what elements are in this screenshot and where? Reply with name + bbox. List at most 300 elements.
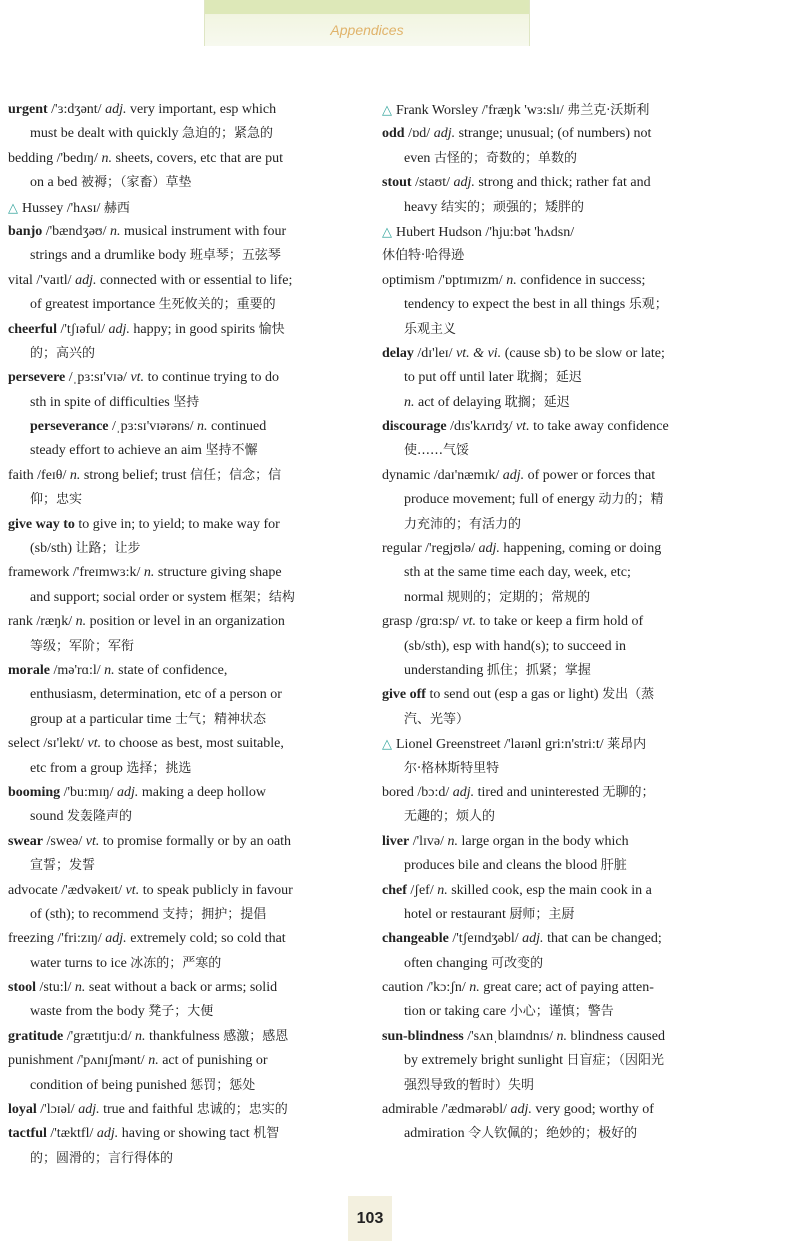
glossary-line: [382, 757, 738, 781]
chinese-gloss: 发出（蒸: [602, 687, 655, 703]
chinese-gloss: 等级；军阶；军衔: [30, 638, 135, 654]
headword: chef: [382, 882, 407, 898]
entry-text: happening, coming or doing: [499, 541, 662, 557]
glossary-line: [382, 1025, 738, 1049]
chinese-gloss: 让路；让步: [75, 541, 141, 557]
chinese-gloss: 无趣的；烦人的: [404, 809, 496, 825]
glossary-line: [8, 732, 364, 756]
entry-text: /ˌpɜ:sɪ'vɪə/: [65, 370, 131, 386]
entry-text: condition of being punished: [30, 1077, 191, 1093]
glossary-line: [8, 683, 364, 707]
name-marker-triangle-icon: △: [382, 223, 392, 239]
part-of-speech: n.: [437, 882, 448, 898]
headword: discourage: [382, 419, 447, 435]
glossary-line: [382, 805, 738, 829]
headword: odd: [382, 126, 405, 142]
part-of-speech: adj.: [96, 1126, 119, 1142]
entry-text: /'lɪvə/: [409, 833, 448, 849]
part-of-speech: n.: [69, 467, 81, 483]
glossary-line: [8, 513, 364, 537]
chinese-gloss: 尔·格林斯特里特: [404, 760, 500, 776]
glossary-line: [8, 366, 364, 390]
glossary-line: [382, 1122, 738, 1146]
entry-text: by extremely bright sunlight: [404, 1053, 567, 1069]
glossary-line: [382, 415, 738, 439]
chinese-gloss: 坚持: [173, 394, 200, 410]
glossary-line: [382, 220, 738, 244]
entry-text: enthusiasm, determination, etc of a person or: [30, 687, 282, 703]
headword: morale: [8, 662, 50, 678]
glossary-line: [8, 757, 364, 781]
entry-text: extremely cold; so cold that: [126, 931, 286, 947]
entry-text: strings and a drumlike body: [30, 248, 190, 264]
glossary-line: [382, 537, 738, 561]
part-of-speech: adj.: [108, 321, 130, 337]
chinese-gloss: 的；圆滑的；言行得体的: [30, 1150, 174, 1166]
entry-text: position or level in an organization: [86, 614, 285, 630]
entry-text: strong and thick; rather fat and: [474, 175, 651, 191]
glossary-line: [8, 171, 364, 195]
part-of-speech: n.: [447, 833, 459, 849]
entry-text: produce movement; full of energy: [404, 492, 599, 508]
entry-text: strange; unusual; (of numbers) not: [455, 126, 652, 142]
chinese-gloss: 休伯特·哈得逊: [382, 248, 465, 264]
chinese-gloss: 动力的；精: [598, 492, 664, 508]
entry-text: advocate /'ædvəkeɪt/: [8, 882, 126, 898]
entry-text: /'sʌnˌblaɪndnɪs/: [463, 1028, 557, 1044]
glossary-line: [8, 952, 364, 976]
entry-text: that can be changed;: [543, 931, 662, 947]
entry-text: tired and uninterested: [474, 784, 603, 800]
glossary-line: [8, 830, 364, 854]
entry-text: produces bile and cleans the blood: [404, 858, 601, 874]
headword: stout: [382, 175, 412, 191]
glossary-line: [382, 708, 738, 732]
glossary-line: [8, 586, 364, 610]
part-of-speech: n.: [134, 1028, 146, 1044]
glossary-line: [382, 439, 738, 463]
glossary-line: [382, 1098, 738, 1122]
glossary-line: [8, 610, 364, 634]
section-title: Appendices: [330, 22, 404, 38]
entry-text: of (sth); to recommend: [30, 906, 163, 922]
chinese-gloss: 框架；结构: [229, 589, 295, 605]
glossary-line: [8, 537, 364, 561]
entry-text: caution /'kɔ:ʃn/: [382, 980, 470, 996]
glossary-line: [8, 293, 364, 317]
entry-text: optimism /'ɒptɪmɪzm/: [382, 272, 507, 288]
part-of-speech: adj.: [452, 784, 475, 800]
entry-text: framework /'freɪmwɜ:k/: [8, 565, 144, 581]
chinese-gloss: 汽、光等）: [404, 711, 470, 727]
part-of-speech: adj.: [453, 175, 475, 191]
entry-text: /ˌpɜ:sɪ'vɪərəns/: [108, 419, 198, 435]
glossary-line: [8, 1098, 364, 1122]
headword: booming: [8, 784, 61, 800]
entry-text: to continue trying to do: [144, 370, 279, 386]
part-of-speech: n.: [197, 419, 208, 435]
chinese-gloss: 可改变的: [491, 955, 544, 971]
entry-text: select /sɪ'lekt/: [8, 736, 88, 752]
glossary-line: [8, 488, 364, 512]
glossary-line: [8, 903, 364, 927]
entry-text: thankfulness: [145, 1028, 224, 1044]
entry-text: to promise formally or by an oath: [99, 833, 292, 849]
glossary-line: [8, 415, 364, 439]
entry-text: to take away confidence: [529, 419, 669, 435]
entry-text: /dɪ'leɪ/: [413, 345, 457, 361]
glossary-line: [8, 122, 364, 146]
glossary-line: [8, 561, 364, 585]
headword: loyal: [8, 1102, 37, 1118]
chinese-gloss: 无聊的；: [602, 784, 655, 800]
entry-text: to take or keep a firm hold of: [476, 614, 644, 630]
chinese-gloss: 冰冻的；严寒的: [130, 955, 222, 971]
entry-text: to send out (esp a gas or light): [425, 687, 603, 703]
chinese-gloss: 班卓琴；五弦琴: [189, 248, 281, 264]
glossary-line: [382, 830, 738, 854]
entry-text: /'lɔɪəl/: [36, 1102, 79, 1118]
chinese-gloss: 规则的；定期的；常规的: [447, 589, 591, 605]
part-of-speech: adj.: [502, 467, 525, 483]
part-of-speech: n.: [143, 565, 155, 581]
glossary-line: [382, 635, 738, 659]
glossary-line: [382, 683, 738, 707]
part-of-speech: adj.: [75, 272, 97, 288]
entry-text: admirable /'ædmərəbl/: [382, 1102, 511, 1118]
chinese-gloss: 厨师；主厨: [509, 906, 575, 922]
chinese-gloss: 令人钦佩的；绝妙的；极好的: [468, 1126, 638, 1142]
entry-text: tendency to expect the best in all things: [404, 297, 629, 313]
chinese-gloss: 乐观；: [628, 297, 668, 313]
part-of-speech: n.: [404, 394, 415, 410]
part-of-speech: adj.: [478, 541, 500, 557]
glossary-line: [382, 318, 738, 342]
entry-text: making a deep hollow: [138, 784, 266, 800]
glossary-line: [8, 854, 364, 878]
name-marker-triangle-icon: △: [8, 199, 18, 215]
glossary-line: [8, 98, 364, 122]
entry-text: /sweə/: [43, 833, 86, 849]
entry-text: (sb/sth), esp with hand(s); to succeed in: [404, 638, 627, 654]
name-marker-triangle-icon: △: [382, 736, 392, 752]
glossary-line: [382, 879, 738, 903]
chinese-gloss: 急迫的；紧急的: [182, 126, 274, 142]
glossary-line: [8, 220, 364, 244]
entry-text: /'grætɪtju:d/: [63, 1028, 135, 1044]
glossary-line: [382, 488, 738, 512]
chinese-gloss: 赫西: [103, 200, 130, 216]
glossary-line: [382, 513, 738, 537]
chinese-gloss: 弗兰克·沃斯利: [567, 103, 650, 118]
part-of-speech: n.: [556, 1028, 567, 1044]
glossary-line: [382, 147, 738, 171]
part-of-speech: adj.: [117, 784, 139, 800]
glossary-line: [382, 586, 738, 610]
entry-text: true and faithful: [99, 1102, 197, 1118]
entry-text: to put off until later: [404, 370, 517, 386]
chinese-gloss: 日盲症；（因阳光: [566, 1053, 665, 1069]
glossary-line: [382, 1000, 738, 1024]
part-of-speech: vt.: [515, 419, 530, 435]
entry-text: very good; worthy of: [531, 1102, 654, 1118]
glossary-line: [8, 439, 364, 463]
entry-text: /'bændʒəʊ/: [42, 223, 110, 239]
entry-text: and support; social order or system: [30, 589, 230, 605]
chinese-gloss: 信任；信念；信: [190, 467, 282, 483]
entry-text: to choose as best, most suitable,: [101, 736, 284, 752]
glossary-line: [382, 952, 738, 976]
chinese-gloss: 莱昂内: [607, 737, 647, 753]
part-of-speech: n.: [104, 662, 115, 678]
entry-text: /'bu:mɪŋ/: [60, 784, 118, 800]
entry-text: sound: [30, 809, 67, 825]
glossary-line: [8, 1000, 364, 1024]
headword: give way to: [8, 516, 75, 532]
glossary-line: [382, 98, 738, 122]
part-of-speech: adj.: [522, 931, 544, 947]
glossary-line: [382, 122, 738, 146]
glossary-line: [8, 1049, 364, 1073]
glossary-line: [382, 391, 738, 415]
entry-text: waste from the body: [30, 1004, 149, 1020]
part-of-speech: vt.: [462, 614, 477, 630]
headword: liver: [382, 833, 410, 849]
chinese-gloss: 士气；精神状态: [175, 711, 267, 727]
glossary-line: [8, 708, 364, 732]
glossary-line: [8, 391, 364, 415]
entry-text: very important, esp which: [126, 102, 277, 117]
entry-text: on a bed: [30, 175, 81, 191]
chinese-gloss: 肝脏: [600, 858, 627, 874]
entry-text: rank /ræŋk/: [8, 614, 76, 630]
page-number: 103: [356, 1210, 384, 1227]
entry-text: connected with or essential to life;: [96, 272, 293, 288]
part-of-speech: adj.: [105, 931, 127, 947]
chinese-gloss: 忠诚的；忠实的: [196, 1102, 288, 1118]
entry-text: /'ɜ:dʒənt/: [47, 102, 106, 117]
headword: changeable: [382, 931, 449, 947]
chinese-gloss: 感激；感恩: [223, 1028, 289, 1044]
entry-text: /ʃef/: [406, 882, 438, 898]
part-of-speech: adj.: [433, 126, 456, 142]
entry-text: /mə'rɑ:l/: [49, 662, 105, 678]
chinese-gloss: 坚持不懈: [205, 443, 258, 459]
chinese-gloss: 愉快: [258, 321, 285, 337]
part-of-speech: n.: [469, 980, 480, 996]
part-of-speech: n.: [110, 223, 121, 239]
entry-text: to give in; to yield; to make way for: [74, 516, 280, 532]
entry-text: tion or taking care: [404, 1004, 510, 1020]
glossary-line: [382, 732, 738, 756]
headword: cheerful: [8, 321, 57, 337]
glossary-line: [8, 805, 364, 829]
entry-text: heavy: [404, 199, 441, 215]
part-of-speech: vt.: [85, 833, 100, 849]
chinese-gloss: 结实的；顽强的；矮胖的: [440, 199, 584, 215]
part-of-speech: n.: [75, 614, 87, 630]
entry-text: water turns to ice: [30, 955, 131, 971]
headword: persevere: [8, 370, 66, 386]
chinese-gloss: 的；高兴的: [30, 345, 96, 361]
chinese-gloss: 古怪的；奇数的；单数的: [433, 150, 577, 166]
part-of-speech: adj.: [78, 1102, 100, 1118]
entry-text: happy; in good spirits: [129, 321, 259, 337]
chinese-gloss: 机智: [253, 1126, 280, 1142]
chinese-gloss: 乐观主义: [404, 321, 457, 337]
chinese-gloss: 被褥；（家畜）草垫: [80, 175, 192, 191]
glossary-line: [382, 293, 738, 317]
glossary-line: [382, 464, 738, 488]
entry-text: act of punishing or: [158, 1053, 268, 1069]
glossary-line: [8, 342, 364, 366]
entry-text: /'tæktfl/: [46, 1126, 97, 1142]
glossary-line: [8, 464, 364, 488]
glossary-line: [8, 781, 364, 805]
entry-text: hotel or restaurant: [404, 906, 510, 922]
entry-text: to speak publicly in favour: [139, 882, 293, 898]
entry-text: steady effort to achieve an aim: [30, 443, 206, 459]
entry-text: musical instrument with four: [120, 223, 287, 239]
part-of-speech: vt.: [130, 370, 145, 386]
entry-text: structure giving shape: [154, 565, 282, 581]
headword: gratitude: [8, 1028, 64, 1044]
glossary-line: [382, 927, 738, 951]
chinese-gloss: 生死攸关的；重要的: [158, 297, 276, 313]
glossary-line: [382, 366, 738, 390]
chinese-gloss: 支持；拥护；提倡: [162, 906, 267, 922]
entry-text: sth in spite of difficulties: [30, 394, 174, 410]
entry-text: etc from a group: [30, 760, 127, 776]
entry-text: even: [404, 150, 434, 166]
chinese-gloss: 小心；谨慎；警告: [509, 1004, 614, 1020]
entry-text: state of confidence,: [114, 662, 228, 678]
entry-text: great care; act of paying atten-: [479, 980, 654, 996]
glossary-line: [382, 1049, 738, 1073]
entry-text: sheets, covers, etc that are put: [111, 150, 283, 166]
entry-text: confidence in success;: [516, 272, 646, 288]
glossary-line: [8, 879, 364, 903]
entry-text: continued: [207, 419, 267, 435]
part-of-speech: vt.: [87, 736, 102, 752]
glossary-line: [8, 1122, 364, 1146]
glossary-line: [8, 318, 364, 342]
entry-text: dynamic /daɪ'næmɪk/: [382, 467, 503, 483]
chinese-gloss: 抓住；抓紧；掌握: [486, 662, 591, 678]
glossary-line: [382, 610, 738, 634]
entry-text: (sb/sth): [30, 541, 76, 557]
part-of-speech: vt.: [125, 882, 140, 898]
entry-text: bored /bɔ:d/: [382, 784, 453, 800]
glossary-line: [8, 1025, 364, 1049]
headword: perseverance: [30, 419, 109, 435]
glossary-column-right: [382, 98, 738, 1147]
chinese-gloss: 发轰隆声的: [66, 809, 132, 825]
entry-text: seat without a back or arms; solid: [85, 980, 278, 996]
entry-text: Lionel Greenstreet /'laɪənl gri:n'stri:t/: [396, 737, 608, 753]
part-of-speech: n.: [506, 272, 517, 288]
glossary-line: [8, 269, 364, 293]
glossary-line: [382, 561, 738, 585]
entry-text: understanding: [404, 662, 487, 678]
chinese-gloss: 使……气馁: [404, 443, 470, 459]
entry-text: /stu:l/: [36, 980, 75, 996]
part-of-speech: n.: [74, 980, 86, 996]
glossary-line: [8, 659, 364, 683]
entry-text: punishment /'pʌnɪʃmənt/: [8, 1053, 149, 1069]
header-stripe: [205, 0, 529, 14]
entry-text: sth at the same time each day, week, etc;: [404, 565, 631, 581]
glossary-column-left: [8, 98, 364, 1171]
glossary-line: [8, 635, 364, 659]
entry-text: strong belief; trust: [80, 467, 191, 483]
glossary-line: [382, 342, 738, 366]
headword: tactful: [8, 1126, 47, 1142]
entry-text: often changing: [404, 955, 492, 971]
part-of-speech: n.: [148, 1053, 159, 1069]
glossary-line: [8, 1147, 364, 1171]
entry-text: /'tʃeɪndʒəbl/: [448, 931, 523, 947]
glossary-line: [8, 927, 364, 951]
glossary-line: [382, 244, 738, 268]
entry-text: /ɒd/: [404, 126, 434, 142]
glossary-line: [8, 1074, 364, 1098]
entry-text: grasp /grɑ:sp/: [382, 614, 463, 630]
headword: stool: [8, 980, 36, 996]
chinese-gloss: 惩罚；惩处: [190, 1077, 256, 1093]
chinese-gloss: 选择；挑选: [126, 760, 192, 776]
glossary-line: [382, 196, 738, 220]
entry-text: group at a particular time: [30, 711, 175, 727]
glossary-line: [8, 147, 364, 171]
glossary-line: [382, 781, 738, 805]
glossary-line: [382, 171, 738, 195]
headword: banjo: [8, 223, 43, 239]
name-marker-triangle-icon: △: [382, 102, 392, 117]
entry-text: blindness caused: [566, 1028, 665, 1044]
headword: swear: [8, 833, 43, 849]
part-of-speech: vt. & vi.: [456, 345, 502, 361]
entry-text: Frank Worsley /'fræŋk 'wɜ:slɪ/: [396, 103, 568, 118]
chinese-gloss: 宣誓；发誓: [30, 858, 96, 874]
headword: delay: [382, 345, 414, 361]
glossary-line: [382, 659, 738, 683]
glossary-line: [8, 196, 364, 220]
headword: sun-blindness: [382, 1028, 464, 1044]
entry-text: Hubert Hudson /'hju:bət 'hʌdsn/: [396, 224, 575, 240]
entry-text: /'tʃɪəful/: [56, 321, 109, 337]
entry-text: freezing /'fri:zɪŋ/: [8, 931, 106, 947]
glossary-line: [382, 1074, 738, 1098]
entry-text: (cause sb) to be slow or late;: [501, 345, 665, 361]
part-of-speech: n.: [101, 150, 112, 166]
chinese-gloss: 强烈导致的暂时）失明: [404, 1077, 535, 1093]
entry-text: vital /'vaɪtl/: [8, 272, 76, 288]
glossary-line: [382, 903, 738, 927]
headword: give off: [382, 687, 426, 703]
entry-text: faith /feɪθ/: [8, 467, 70, 483]
chinese-gloss: 仰；忠实: [30, 492, 83, 508]
glossary-line: [8, 976, 364, 1000]
chinese-gloss: 力充沛的；有活力的: [404, 516, 522, 532]
part-of-speech: adj.: [105, 102, 127, 117]
chinese-gloss: 凳子；大便: [148, 1004, 214, 1020]
entry-text: /dɪs'kʌrɪdʒ/: [446, 419, 516, 435]
glossary-line: [8, 244, 364, 268]
chinese-gloss: 耽搁；延迟: [504, 394, 570, 410]
entry-text: regular /'regjʊlə/: [382, 541, 479, 557]
entry-text: having or showing tact: [118, 1126, 254, 1142]
